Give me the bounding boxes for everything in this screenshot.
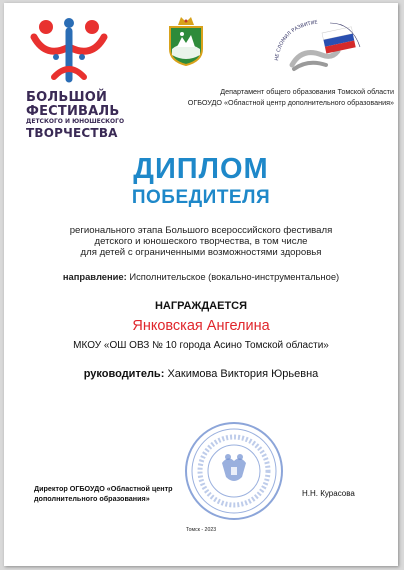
leader-name: Хакимова Виктория Юрьевна: [167, 368, 319, 380]
signer-name: Н.Н. Курасова: [302, 489, 355, 498]
description-line3: для детей с ограниченными возможностями здоровья: [80, 247, 322, 258]
direction-value: Исполнительское (вокально-инструментальное): [129, 271, 340, 282]
diploma-subtitle: ПОБЕДИТЕЛЯ: [131, 187, 271, 208]
festival-logo: [26, 17, 125, 141]
awarded-heading: НАГРАЖДАЕТСЯ: [154, 300, 248, 312]
festival-logo-line4: ТВОРЧЕСТВА: [26, 126, 118, 140]
description-line1: регионального этапа Большого всероссийского фестиваля: [69, 225, 333, 236]
direction-label: направление:: [62, 271, 127, 282]
center-name: ОГБОУДО «Областной центр дополнительного образования»: [187, 98, 394, 107]
description-line2: детского и юношеского творчества, в том числе: [94, 236, 308, 247]
festival-logo-line3: ДЕТСКОГО И ЮНОШЕСКОГО: [26, 118, 125, 125]
festival-logo-line1: БОЛЬШОЙ: [26, 90, 108, 105]
footer-place-year: Томск - 2023: [185, 527, 217, 533]
official-seal-icon: [182, 419, 286, 523]
leader-row: [4, 368, 398, 380]
signer-title-line2: дополнительного образования»: [34, 493, 150, 503]
department-name: Департамент общего образования Томской области: [220, 87, 394, 96]
leader-label: руководитель:: [83, 368, 165, 380]
signer-title: [34, 484, 204, 503]
direction-row: [4, 271, 398, 282]
winner-name: Янковская Ангелина: [132, 318, 270, 334]
coat-of-arms-icon: [164, 15, 208, 67]
diploma-title: ДИПЛОМ: [133, 153, 269, 185]
festival-people-icon: [26, 17, 112, 89]
volunteer-emblem-icon: [272, 17, 364, 77]
svg-text:НЕ СЛОМИЛ РАЗВИТИЕ: НЕ СЛОМИЛ РАЗВИТИЕ: [274, 19, 319, 62]
diploma-page: [4, 3, 398, 566]
signer-title-line1: Директор ОГБОУДО «Областной центр: [34, 484, 173, 493]
festival-logo-line2: ФЕСТИВАЛЬ: [26, 104, 120, 119]
school-name: МКОУ «ОШ ОВЗ № 10 города Асино Томской области»: [73, 340, 329, 351]
